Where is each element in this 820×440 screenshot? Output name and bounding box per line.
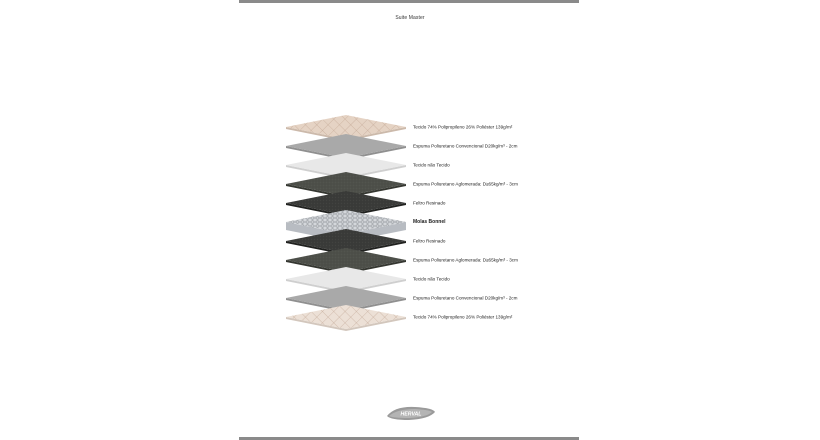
brand-name: HERVAL — [400, 411, 422, 418]
layer-label-9: Tecido não Tecido — [413, 276, 450, 282]
herval-logo — [385, 404, 437, 422]
document-title: Suite Master — [395, 15, 425, 21]
layer-label-5: Feltro Resinado — [413, 200, 446, 206]
layer-11-fabric-bottom — [286, 305, 406, 331]
layer-label-4: Espuma Poliuretano Aglomerada: D≥65kg/m³ - 3cm — [413, 181, 518, 187]
layer-label-6: Molas Bonnel — [413, 219, 446, 225]
layer-label-7: Feltro Resinado — [413, 238, 446, 244]
layer-label-1: Tecido 74% Polipropileno 26% Poliéster 139g/m² — [413, 124, 513, 130]
layer-label-8: Espuma Poliuretano Aglomerada: D≥65kg/m³ - 3cm — [413, 257, 518, 263]
layer-label-2: Espuma Poliuretano Convencional D20kg/m³ - 2cm — [413, 143, 518, 149]
layer-label-10: Espuma Poliuretano Convencional D20kg/m³ - 2cm — [413, 295, 518, 301]
layer-label-3: Tecido não Tecido — [413, 162, 450, 168]
layer-label-11: Tecido 74% Polipropileno 26% Poliéster 139g/m² — [413, 314, 513, 320]
